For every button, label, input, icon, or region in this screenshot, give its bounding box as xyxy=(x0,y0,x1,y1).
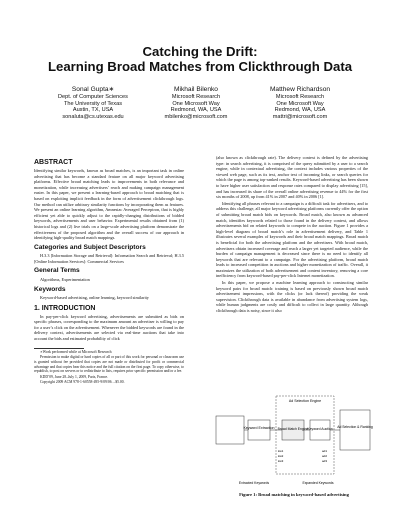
general-terms-heading: General Terms xyxy=(34,267,80,275)
author-name: Matthew Richardson xyxy=(269,86,331,93)
introduction-heading: 1. INTRODUCTION xyxy=(34,304,96,312)
general-terms-text: Algorithms, Experimentation xyxy=(40,276,90,282)
author-name: Sonal Gupta∗ xyxy=(71,86,115,93)
broad-match-engine-box xyxy=(278,420,309,440)
keyword-label: kw3 xyxy=(278,459,284,463)
author-affiliation: Redmond, WA, USA xyxy=(274,107,326,114)
keyword-auction-box xyxy=(307,420,332,440)
author-2 xyxy=(136,86,256,120)
body-paragraph: In this paper, we propose a machine learning approach to constructing similar keyword pairs for broad match: training is based on previously shown broad match advertisement impressions, with the clicks (or lack thereof) providing the weak supervision. Clickthrough data is available in abundance from advertising system logs, while human judgments are costly and difficult to collect in large quantity. Although clickthrough data is noisy, since it also xyxy=(216,280,368,314)
introduction-text: In pay-per-click keyword advertising, advertisements are submitted as bids on specific phrases, corresponding to the maximum amount an advertiser is willing to pay for a user’s click on the advertisement. Whenever the bidded keywords are found in the delivery context, advertisements are selected via real-time auctions that take into account the bids and estimated probability of click xyxy=(34,313,184,341)
author-name: Mikhail Bilenko xyxy=(174,86,218,93)
abstract-heading: ABSTRACT xyxy=(34,159,73,166)
author-affiliation: Austin, TX, USA xyxy=(72,107,114,114)
extracted-keywords-label: Extracted Keywords xyxy=(238,481,270,485)
ad-selection-ranking-box xyxy=(337,410,373,450)
body-paragraph: (also known as clickthrough rate). The delivery context is defined by the advertising type: in search advertising, it is comprised of the query submitted by a user to a search engine, while in contextual advertising, the context includes various properties of the viewed web page, such as its text, anchor text of incoming links, or search queries for which the page is among top-ranked results. Keyword-based advertising has been shown to have higher user satisfaction and response rates compared to display advertising [15], and has increased its share of the overall online advertising revenue to 44% for the first six months of 2008, up from 41% in 2007 and 40% in 2006 [1]. xyxy=(216,155,368,200)
footnote-divider xyxy=(34,348,84,349)
keyword-extraction-label: Keyword Extraction xyxy=(243,426,275,430)
keyword-auction-label: Keyword Auction xyxy=(307,427,333,431)
categories-heading: Categories and Subject Descriptors xyxy=(34,243,146,251)
keyword-label: kw2 xyxy=(278,454,284,458)
author-affiliation: Dept. of Computer Sciences xyxy=(58,94,128,100)
ad-label: ad2 xyxy=(322,454,328,458)
body-paragraph: Identifying all phrases relevant to a campaign is a difficult task for advertisers, and to address this challenge, all major keyword advertising platforms currently offer the option of submitting broad match bids on keywords. Broad match, also known as advanced match, identifies keywords related to those found in the delivery context, and allows advertisements bid on related keywords to compete in the auction. Figure 1 provides a high-level diagram of broad match’s role in advertisement delivery, and Table 1 illustrates several examples of keywords and their broad match mappings. Broad match is beneficial for both the advertising platform and the advertisers. With broad match, advertisers obtain increased coverage and reach a larger yet targeted audience, while the burden of campaign management is decreased since there is no need to identify all keywords that are relevant to a campaign. For the advertising platform, broad match leads to increased competition in auctions and higher monetization of traffic. Overall, it maximizes the utilization of both advertisement and content inventory, removing a core inefficiency from keyword-based pay-per-click Internet monetization. xyxy=(216,200,368,279)
footnote: ∗Work performed while at Microsoft Research xyxy=(40,349,112,354)
keywords-heading: Keywords xyxy=(34,285,66,293)
broad-match-diagram xyxy=(214,392,374,488)
author-affiliation: Microsoft Research xyxy=(171,94,221,100)
author-affiliation: Microsoft Research xyxy=(275,94,325,100)
ad-label: ad1 xyxy=(322,449,328,453)
author-email: sonaluta@cs.utexas.edu xyxy=(62,113,124,120)
author-affiliation: The University of Texas xyxy=(63,100,123,107)
broad-match-engine-label: Broad Match Engine xyxy=(277,427,309,431)
paper-title-line1: Catching the Drift: xyxy=(142,44,258,59)
copyright-line: Copyright 2009 ACM 978-1-60558-495-9/09/06 ...$5.00. xyxy=(40,380,125,385)
paper-title-line2: Learning Broad Matches from Clickthrough Data xyxy=(47,59,353,74)
categories-text: H.3.3 [Information Storage and Retrieval]: Information Search and Retrieval; H.3.5 [Online Information Services]: Commercial Services xyxy=(34,253,184,264)
right-column xyxy=(216,155,368,315)
delivery-context-box xyxy=(216,416,244,444)
author-affiliation: One Microsoft Way xyxy=(276,100,324,107)
abstract-text: Identifying similar keywords, known as broad matches, is an important task in online advertising that has become a standard feature on all major keyword advertising platforms. Effective broad matching leads to improvements in both relevance and monetization, while increasing advertisers’ reach and making campaign management easier. In this paper, we present a learning-based approach to broad matching that is based on exploiting implicit feedback in the form of advertisement clickthrough logs. Our method can utilize arbitrary similarity functions by incorporating them as features. We present an online learning algorithm, Amnesiac Averaged Perceptron, that is highly efficient yet able to quickly adjust to the rapidly-changing distributions of bidded keywords, advertisements and user behavior. Experimental results obtained from (1) historical logs and (2) live trials on a large-scale advertising platform demonstrate the effectiveness of the proposed algorithm and the overall success of our approach in identifying high-quality broad match mappings. xyxy=(34,168,184,241)
author-email: mattri@microsoft.com xyxy=(272,113,328,120)
expanded-keywords-label: Expanded Keywords xyxy=(302,481,334,485)
author-email: mbilenko@microsoft.com xyxy=(164,113,228,120)
keyword-label: kw1 xyxy=(278,449,284,453)
left-column xyxy=(34,155,184,386)
permission-notice: Permission to make digital or hard copies of all or part of this work for personal or classroom use is granted without fee provided that copies are not made or distributed for profit or commercial advantage and that copies bear this notice and the full citation on the first page. To copy otherwise, to republish, to post on servers or to redistribute to lists, requires prior specific permission and/or a fee. xyxy=(34,355,184,374)
ad-selection-engine-label: Ad Selection Engine xyxy=(288,399,322,403)
keyword-extraction-box xyxy=(244,420,275,440)
figure-caption: Figure 1: Broad matching in keyword-based advertising xyxy=(239,492,349,497)
ad-label: ad3 xyxy=(322,459,328,463)
ad-selection-ranking-label: Ad Selection & Ranking xyxy=(337,425,373,429)
author-affiliation: Redmond, WA, USA xyxy=(170,107,222,114)
author-1 xyxy=(33,86,153,120)
author-3 xyxy=(240,86,360,120)
conference-info: KDD’09, June 28–July 1, 2009, Paris, France. xyxy=(40,374,109,379)
keywords-text: Keyword-based advertising, online learning, keyword similarity xyxy=(40,295,149,300)
author-affiliation: One Microsoft Way xyxy=(172,100,220,107)
